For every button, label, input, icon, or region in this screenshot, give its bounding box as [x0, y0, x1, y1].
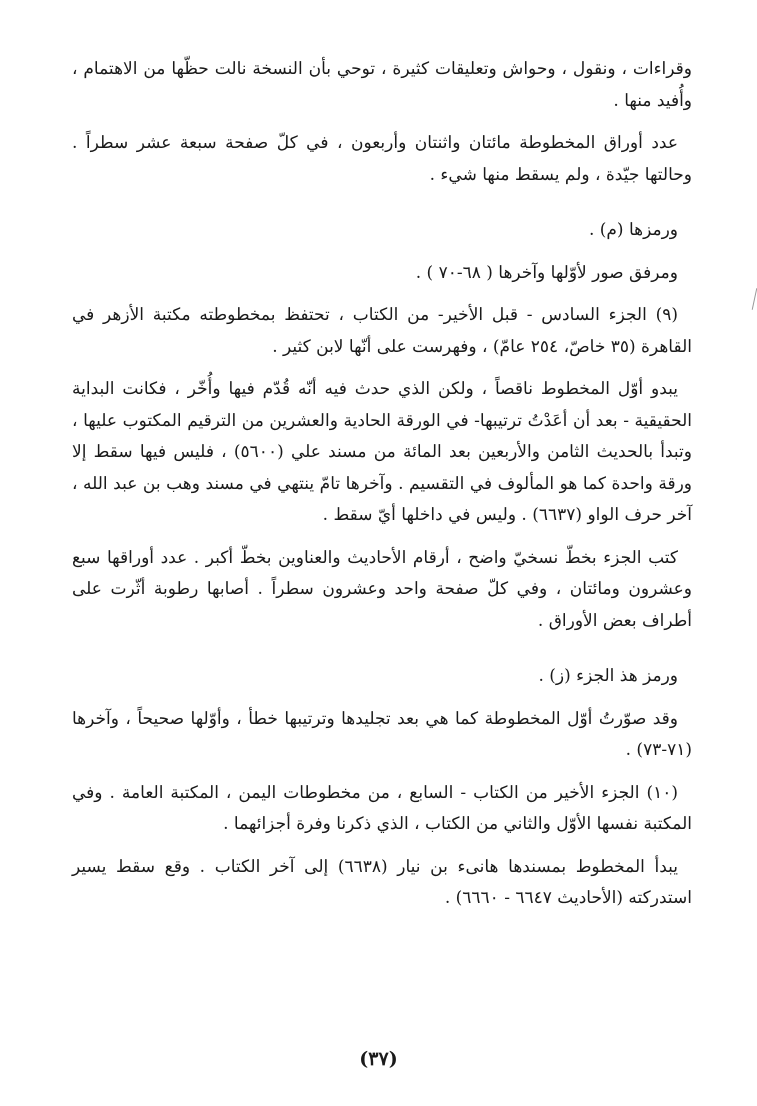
paragraph-plates-68-70: ومرفق صور لأوّلها وآخرها ( ٦٨-٧٠ ) .	[415, 262, 678, 283]
page-body	[72, 54, 692, 915]
paragraph-script-description: كتب الجزء بخطّ نسخيّ واضح ، أرقام الأحاديث والعناوين بخطّ أكبر . عدد أوراقها سبع وعشرون ومائتان ، وفي كلّ صفحة واحد وعشرون سطراً . أصابها رطوبة أثّرت على أطراف بعض الأوراق .	[72, 547, 692, 631]
paragraph-part-seven: (١٠) الجزء الأخير من الكتاب - السابع ، من مخطوطات اليمن ، المكتبة العامة . وفي المكتبة نفسها الأوّل والثاني من الكتاب ، الذي ذكرنا وفرة أجزائهما .	[72, 782, 692, 834]
paragraph-manuscript-notes: وقراءات ، ونقول ، وحواش وتعليقات كثيرة ، توحي بأن النسخة نالت حظّها من الاهتمام ، وأُفيد منها .	[72, 59, 692, 111]
page-number: (٣٧)	[359, 1048, 398, 1070]
paragraph-part-six: (٩) الجزء السادس - قبل الأخير- من الكتاب ، تحتفظ بمخطوطته مكتبة الأزهر في القاهرة (٣٥ خاصّ، ٢٥٤ عامّ) ، وفهرست على أنّها لابن كثير .	[72, 305, 692, 357]
paragraph-folio-count: عدد أوراق المخطوطة مائتان واثنتان وأربعون ، في كلّ صفحة سبعة عشر سطراً . وحالتها جيّدة ، ولم يسقط منها شيء .	[72, 133, 692, 185]
paragraph-plates-71-73: وقد صوّرتُ أوّل المخطوطة كما هي بعد تجليدها وترتيبها خطأ ، وأوّلها صحيحاً ، وآخرها (٧١-٧٣) .	[72, 708, 692, 760]
paragraph-siglum-m: ورمزها (م) .	[588, 220, 678, 240]
paragraph-lacuna: يبدأ المخطوط بمسندها هانىء بن نيار (٦٦٣٨) إلى آخر الكتاب . وقع سقط يسير استدركته (الأحاديث ٦٦٤٧ - ٦٦٦٠) .	[72, 856, 692, 908]
paragraph-siglum-z: ورمز هذ الجزء (ز) .	[538, 666, 678, 686]
margin-mark	[752, 288, 757, 310]
paragraph-ordering: يبدو أوّل المخطوط ناقصاً ، ولكن الذي حدث فيه أنّه قُدّم فيها وأُخّر ، فكانت البداية الحقيقية - بعد أن أعَدْتُ ترتيبها- في الورقة الحادية والعشرين من الترقيم المكتوب عليها ، وتبدأ بالحديث الثامن والأربعين بعد المائة من مسند علي (٥٦٠٠) ، فليس فيها سقط إلا ورقة واحدة كما هو المألوف في التقسيم . وآخرها تامّ ينتهي في مسند وهب بن عبد الله ، آخر حرف الواو (٦٦٣٧) . وليس في داخلها أيّ سقط .	[72, 379, 693, 525]
